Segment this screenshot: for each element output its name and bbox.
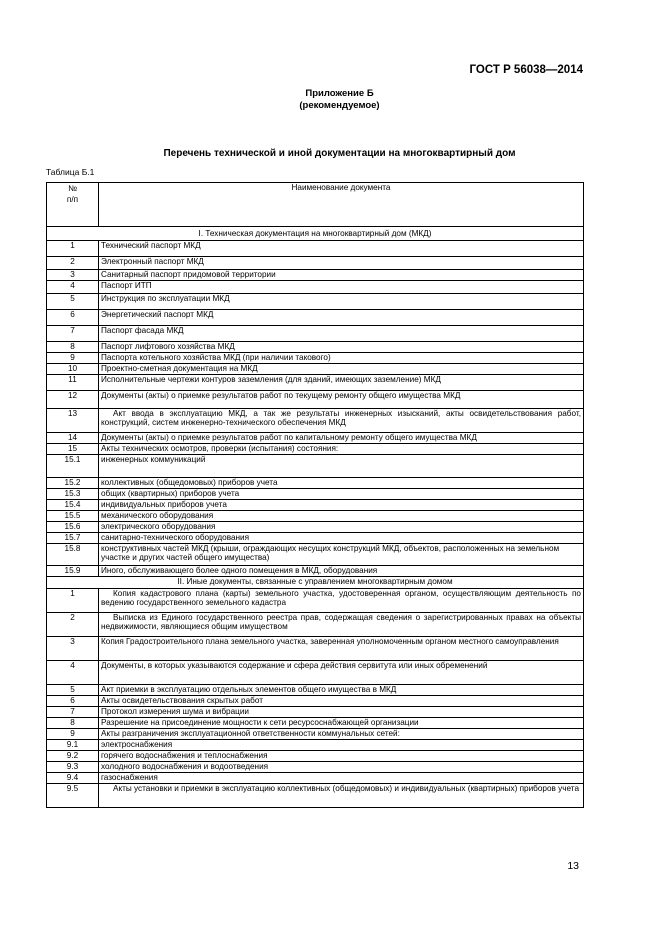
table-row (47, 281, 584, 294)
table-row (47, 364, 584, 375)
document-name: Паспорт лифтового хозяйства МКД (99, 342, 584, 353)
row-number: 2 (47, 257, 99, 270)
document-name: инженерных коммуникаций (99, 455, 584, 478)
row-number: 15.4 (47, 500, 99, 511)
table-row (47, 489, 584, 500)
document-name: электрического оборудования (99, 522, 584, 533)
row-number: 13 (47, 409, 99, 433)
document-name: Санитарный паспорт придомовой территории (99, 270, 584, 281)
document-name: Паспорт фасада МКД (99, 326, 584, 342)
table-row (47, 375, 584, 391)
document-name: Паспорта котельного хозяйства МКД (при наличии такового) (99, 353, 584, 364)
row-number: 7 (47, 707, 99, 718)
table-row (47, 326, 584, 342)
table-row (47, 589, 584, 613)
column-header-number: № п/п (47, 183, 99, 227)
document-name: Энергетический паспорт МКД (99, 310, 584, 326)
table-row (47, 391, 584, 409)
table-row (47, 566, 584, 577)
document-name: Копия Градостроительного плана земельного участка, заверенная уполномоченным органом местного самоуправления (99, 637, 584, 661)
documentation-table (46, 182, 584, 808)
document-name: Проектно-сметная документация на МКД (99, 364, 584, 375)
table-row (47, 773, 584, 784)
row-number: 9.4 (47, 773, 99, 784)
row-number: 15.5 (47, 511, 99, 522)
table-row (47, 241, 584, 257)
row-number: 8 (47, 342, 99, 353)
document-name: Исполнительные чертежи контуров заземления (для зданий, имеющих заземление) МКД (99, 375, 584, 391)
document-title: Перечень технической и иной документации на многоквартирный дом (163, 148, 516, 159)
document-name: механического оборудования (99, 511, 584, 522)
document-name: Акты освидетельствования скрытых работ (99, 696, 584, 707)
row-number: 15.1 (47, 455, 99, 478)
table-header-row (47, 183, 584, 227)
row-number: 6 (47, 696, 99, 707)
table-row (47, 342, 584, 353)
row-number: 4 (47, 281, 99, 294)
row-number: 2 (47, 613, 99, 637)
table-row (47, 433, 584, 444)
page-number: 13 (567, 860, 579, 872)
appendix-subtitle: (рекомендуемое) (299, 100, 380, 111)
document-name: индивидуальных приборов учета (99, 500, 584, 511)
document-name: холодного водоснабжения и водоотведения (99, 762, 584, 773)
document-name: коллективных (общедомовых) приборов учета (99, 478, 584, 489)
section-row (47, 577, 584, 589)
row-number: 3 (47, 270, 99, 281)
row-number: 1 (47, 589, 99, 613)
row-number: 15.8 (47, 544, 99, 566)
row-number: 4 (47, 661, 99, 685)
table-row (47, 544, 584, 566)
table-row (47, 696, 584, 707)
table-row (47, 533, 584, 544)
document-name: Акт приемки в эксплуатацию отдельных элементов общего имущества в МКД (99, 685, 584, 696)
document-name: Иного, обслуживающего более одного помещения в МКД, оборудования (99, 566, 584, 577)
row-number: 10 (47, 364, 99, 375)
table-row (47, 740, 584, 751)
table-row (47, 661, 584, 685)
document-name: Паспорт ИТП (99, 281, 584, 294)
document-name: Выписка из Единого государственного реестра прав, содержащая сведения о зарегистрированных правах на объекты недвижимости, являющиеся общим имуществом (99, 613, 584, 637)
row-number: 1 (47, 241, 99, 257)
table-row (47, 444, 584, 455)
row-number: 11 (47, 375, 99, 391)
document-name: Протокол измерения шума и вибрации (99, 707, 584, 718)
row-number: 8 (47, 718, 99, 729)
document-name: Акты установки и приемки в эксплуатацию коллективных (общедомовых) и индивидуальных (квартирных) приборов учета (99, 784, 584, 808)
table-row (47, 409, 584, 433)
table-row (47, 637, 584, 661)
row-number: 14 (47, 433, 99, 444)
table-row (47, 257, 584, 270)
row-number: 9.1 (47, 740, 99, 751)
table-row (47, 751, 584, 762)
row-number: 15.9 (47, 566, 99, 577)
table-row (47, 500, 584, 511)
table-row (47, 270, 584, 281)
table-row (47, 718, 584, 729)
row-number: 5 (47, 294, 99, 310)
document-name: Акт ввода в эксплуатацию МКД, а так же результаты инженерных изысканий, акты освидетельствования работ, конструкций, систем инженерно-технического обеспечения МКД (99, 409, 584, 433)
document-name: Копия кадастрового плана (карты) земельного участка, удостоверенная органом, осуществляющим деятельность по ведению государственного земельного кадастра (99, 589, 584, 613)
document-name: электроснабжения (99, 740, 584, 751)
table-row (47, 522, 584, 533)
row-number: 9 (47, 353, 99, 364)
row-number: 9.2 (47, 751, 99, 762)
document-name: Документы, в которых указываются содержание и сфера действия сервитута или иных обременений (99, 661, 584, 685)
table-row (47, 784, 584, 808)
row-number: 3 (47, 637, 99, 661)
table-row (47, 511, 584, 522)
row-number: 6 (47, 310, 99, 326)
table-row (47, 455, 584, 478)
table-row (47, 294, 584, 310)
row-number: 15.6 (47, 522, 99, 533)
section-title: I. Техническая документация на многоквартирный дом (МКД) (47, 227, 584, 241)
document-name: конструктивных частей МКД (крыши, ограждающих несущих конструкций МКД, объектов, расположенных на земельном участке и других частей общего имущества) (99, 544, 584, 566)
document-name: санитарно-технического оборудования (99, 533, 584, 544)
table-row (47, 353, 584, 364)
row-number: 5 (47, 685, 99, 696)
document-name: Разрешение на присоединение мощности к сети ресурсоснабжающей организации (99, 718, 584, 729)
appendix-title: Приложение Б (305, 88, 374, 99)
document-name: Технический паспорт МКД (99, 241, 584, 257)
row-number: 9.3 (47, 762, 99, 773)
table-row (47, 685, 584, 696)
appendix-heading (0, 88, 661, 112)
document-name: Документы (акты) о приемке результатов работ по текущему ремонту общего имущества МКД (99, 391, 584, 409)
document-name: Инструкция по эксплуатации МКД (99, 294, 584, 310)
row-number: 12 (47, 391, 99, 409)
table-row (47, 707, 584, 718)
document-name: горячего водоснабжения и теплоснабжения (99, 751, 584, 762)
table-row (47, 613, 584, 637)
row-number: 7 (47, 326, 99, 342)
column-header-name: Наименование документа (99, 183, 584, 227)
document-name: Электронный паспорт МКД (99, 257, 584, 270)
row-number: 15.2 (47, 478, 99, 489)
standard-designation: ГОСТ Р 56038—2014 (469, 64, 583, 76)
row-number: 15 (47, 444, 99, 455)
row-number: 15.7 (47, 533, 99, 544)
table-label: Таблица Б.1 (46, 167, 95, 177)
row-number: 9 (47, 729, 99, 740)
document-name: Документы (акты) о приемке результатов работ по капитальному ремонту общего имущества МКД (99, 433, 584, 444)
document-name: Акты разграничения эксплуатационной ответственности коммунальных сетей: (99, 729, 584, 740)
table-row (47, 310, 584, 326)
table-row (47, 729, 584, 740)
table-row (47, 478, 584, 489)
row-number: 9.5 (47, 784, 99, 808)
document-name: Акты технических осмотров, проверки (испытания) состояния: (99, 444, 584, 455)
row-number: 15.3 (47, 489, 99, 500)
document-name: газоснабжения (99, 773, 584, 784)
section-row (47, 227, 584, 241)
section-title: II. Иные документы, связанные с управлением многоквартирным домом (47, 577, 584, 589)
document-name: общих (квартирных) приборов учета (99, 489, 584, 500)
table-row (47, 762, 584, 773)
